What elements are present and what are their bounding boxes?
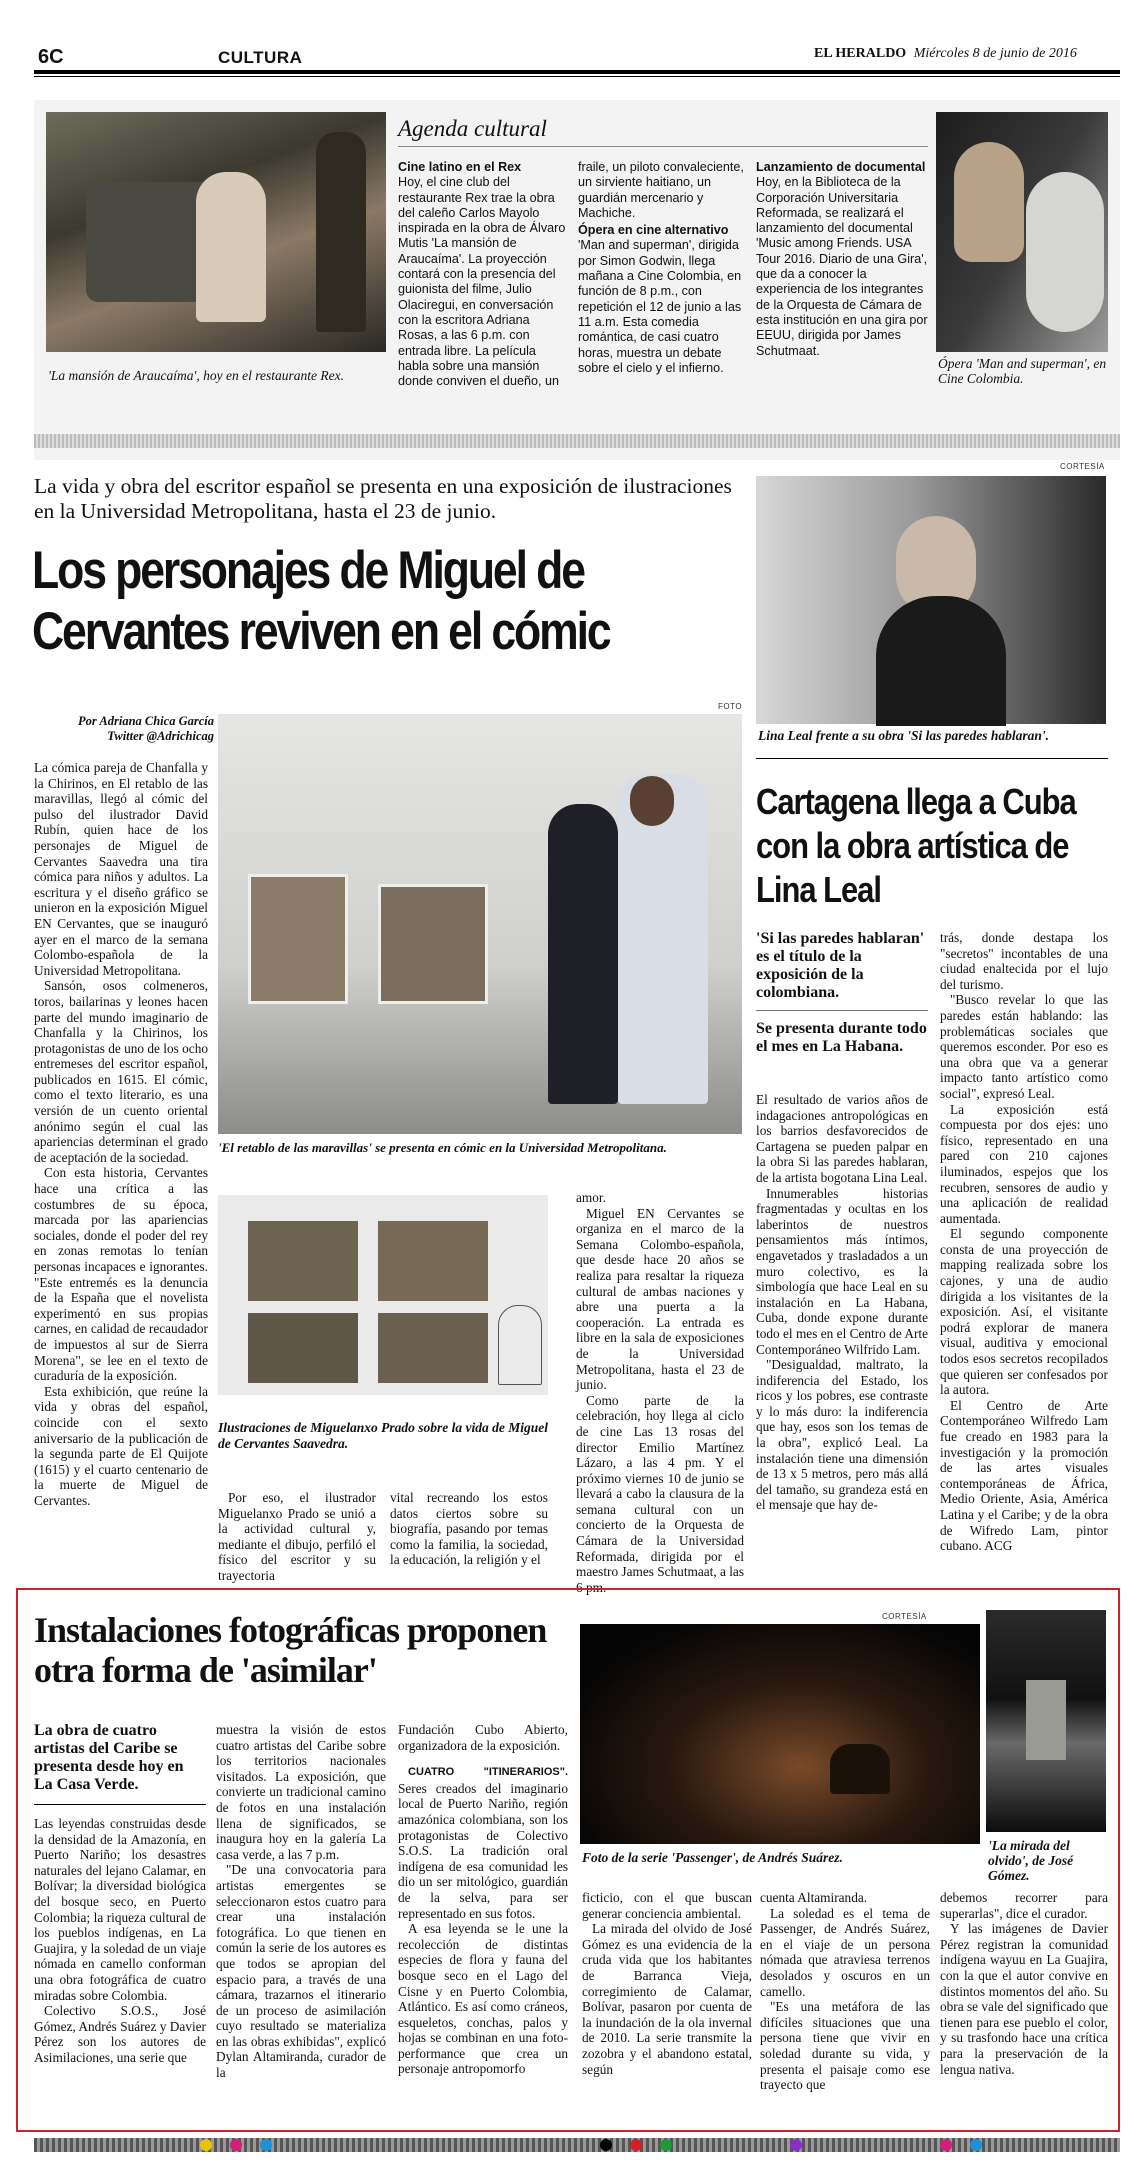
byline-author: Por Adriana Chica García xyxy=(77,714,214,728)
section-name: CULTURA xyxy=(218,48,303,67)
cervantes-col4-c: Como parte de la celebración, hoy llega al ciclo de cine Las 13 rosas del director Emilio Martínez Lázaro, a las 4 pm. Y el próximo viernes 10 de junio se llevará a cabo la clausura de la semana cultural con un concierto de la Orquesta de Cámara de la Universidad Reformada, dirigida por el maestro James Schutmaat, a las 6 pm. xyxy=(576,1392,745,1595)
foto-p9: La mirada del olvido de José Gómez es una evidencia de la cruda vida que los habitantes de Barranca Vieja, corregimiento de Calamar, Bolívar, pasaron por cuenta de la inundación de la ola invernal de 2010. La serie transmite la zozobra y el abandono estatal, según xyxy=(582,1921,752,2077)
foto-column-5 xyxy=(760,1890,930,2116)
registration-mark xyxy=(660,2139,672,2151)
cervantes-p4: Esta exhibición, que reúne la vida y obras del español, coincide con el sexto aniversario de la publicación de la segunda parte de El Quijote (1615) y el cuarto centenario de la muerte de Miguel de Cervantes. xyxy=(34,1383,208,1508)
masthead xyxy=(814,46,1077,62)
agenda-column-3 xyxy=(756,160,928,428)
agenda-caption-right: Ópera 'Man and superman', en Cine Colombia. xyxy=(938,356,1107,386)
passenger-caption: Foto de la serie 'Passenger', de Andrés Suárez. xyxy=(582,1850,843,1865)
header-rule xyxy=(34,70,1120,74)
foto-p3: muestra la visión de estos cuatro artistas del Caribe sobre los territorios nacionales visitados. La exposición, que convierte un tradicional camino de fotos en una instalación llena de significados, se inaugura hoy en la galería La casa verde, a las 7 p.m. xyxy=(216,1722,386,1862)
foto-p11: La soledad es el tema de Passenger, de Andrés Suárez, en el viaje de un persona nómada que atraviesa terrenos desolados y oscuros en un camello. xyxy=(760,1905,930,1999)
agenda-photo-left xyxy=(46,112,386,352)
foto-p1: Las leyendas construidas desde la densidad de la Amazonía, en Puerto Nariño; los desastres naturales del lejano Calamar, en Bolívar; la diversidad biológica del bosque seco, en Puerto Colombia; la riqueza cultural de los pueblos indígenas, en La Guajira, y la soledad de un viaje nómada en camello conforman una obra fotográfica de cuatro miradas sobre Colombia. xyxy=(34,1816,206,2003)
registration-mark xyxy=(630,2139,642,2151)
foto-p5: Fundación Cubo Abierto, organizadora de la exposición. xyxy=(398,1722,568,1753)
cervantes-kicker: La vida y obra del escritor español se presenta en una exposición de ilustraciones en la Universidad Metropolitana, hasta el 23 de junio. xyxy=(34,474,732,523)
header-rule-thin xyxy=(34,76,1120,77)
bottom-strip xyxy=(34,2138,1120,2152)
agenda-column-2 xyxy=(578,160,750,428)
lina-p8: El Centro de Arte Contemporáneo Wilfredo Lam fue creado en 1983 para la investigación y la promoción de las artes visuales contemporáneas de África, Medio Oriente, Asia, América Latina y el Caribe; y de la obra de Wifredo Lam, pintor cubano. ACG xyxy=(940,1397,1108,1554)
lina-deck-1: 'Si las paredes hablaran' es el título de la exposición de la colombiana. xyxy=(756,930,925,1001)
lina-rule xyxy=(756,758,1108,759)
agenda-photo-right xyxy=(936,112,1108,352)
foto-p2: Colectivo S.O.S., José Gómez, Andrés Suárez y Davier Pérez son los autores de Asimilaciones, una serie que xyxy=(34,2003,206,2065)
registration-mark xyxy=(790,2139,802,2151)
registration-mark xyxy=(970,2139,982,2151)
agenda-text-rex-cont: fraile, un piloto convaleciente, un sirviente haitiano, un guardián mercenario y Machiche. xyxy=(578,160,744,220)
foto-p10: cuenta Altamiranda. xyxy=(760,1890,868,1905)
cervantes-col4-b: Miguel EN Cervantes se organiza en el marco de la Semana Colombo-española, que desde hace 20 años se realiza para resaltar la riqueza cultural de ambas naciones y abre una puerta a la cooperación. La entrada es libre en la sala de exposiciones de la Universidad Metropolitana, hasta el 23 de junio. xyxy=(576,1205,744,1393)
agenda-heading-opera: Ópera en cine alternativo xyxy=(578,223,729,238)
registration-mark xyxy=(600,2139,612,2151)
passenger-photo xyxy=(580,1624,980,1844)
lina-p3: "Desigualdad, maltrato, la indiferencia del Estado, los ricos y los pobres, ese contraste y lo más duro: la indiferencia que hay, esos son los temas de la obra", explicó Leal. La instalación tiene una dimensión de 13 x 5 metros, pero más allá del tamaño, su grandeza está en el mensaje que hay de- xyxy=(756,1357,928,1513)
foto-deck: La obra de cuatro artistas del Caribe se presenta desde hoy en La Casa Verde. xyxy=(34,1722,184,1793)
foto-credit: CORTESÍA xyxy=(882,1612,927,1621)
separator-strip xyxy=(34,434,1120,448)
cervantes-byline xyxy=(34,714,214,744)
lina-p2: Innumerables historias fragmentadas y ocultas en los laberintos de nuestros pensamientos más íntimos, engavetados y trasladados a un muro colectivo, es la simbología que hace Leal en su instalación en La Habana, Cuba, donde expone durante todo el mes en el Centro de Arte Contemporáneo Wilfrido Lam. xyxy=(756,1185,928,1357)
lina-p5: "Busco revelar lo que las paredes están hablando: las problemáticas sociales que queremos esconder. Por eso es una obra que va a generar impacto tanto artístico como social", expresó Leal. xyxy=(940,992,1108,1101)
cervantes-p2: Sansón, osos colmeneros, toros, bailarinas y leones hacen parte del mundo imaginario de Chanfalla y la Chirinos, los protagonistas de uno de los ocho entremeses del escritor español, publicados en 1615. El cómic, como el texto literario, es una versión de un cuento oriental anónimo según el cual las apariencias determinan el grado de aceptación de la sociedad. xyxy=(34,978,208,1165)
cervantes-foto-label: FOTO xyxy=(718,702,743,711)
foto-p4: "De una convocatoria para artistas emergentes se seleccionaron estos cuatro para crear una instalación fotográfica. Lo que tienen en común la serie de los autores es que todos se apropian del espacio para, a través de una cámara, trazarnos el itinerario de un proceso de asimilación cuyo resultado se materializa en las obras exhibidas", explicó Dylan Altamiranda, curador de la xyxy=(216,1862,386,2081)
agenda-text-rex: Hoy, el cine club del restaurante Rex trae la obra del caleño Carlos Mayolo inspirada en la obra de Álvaro Mutis 'La mansión de Araucaíma'. La proyección contará con la presencia del guionista del filme, Julio Olaciregui, en conversación con la escritora Adriana Rosas, a las 6 p.m. con entrada libre. La película habla sobre una mansión donde conviven el dueño, un xyxy=(398,175,566,389)
cervantes-illustrations xyxy=(218,1195,548,1395)
mirada-caption: 'La mirada del olvido', de José Gómez. xyxy=(988,1838,1074,1883)
lina-deck-2: Se presenta durante todo el mes en La Habana. xyxy=(756,1020,927,1055)
lina-photo xyxy=(756,476,1106,724)
cervantes-headline: Los personajes de Miguel de Cervantes reviven en el cómic xyxy=(32,541,610,661)
mirada-photo xyxy=(986,1610,1106,1832)
foto-p8: ficticio, con el que buscan generar conciencia ambiental. xyxy=(582,1890,752,1921)
foto-p6: Seres creados del imaginario local de Puerto Nariño, región amazónica colombiana, son los protagonistas de Colectivo S.O.S. La tradición oral indígena de esa comunidad les dio un ser mitológico, guardián de la selva, para ser representado en sus fotos. xyxy=(398,1780,568,1921)
foto-column-4 xyxy=(582,1890,752,2116)
cervantes-column-3 xyxy=(390,1490,548,1570)
issue-date: Miércoles 8 de junio de 2016 xyxy=(913,46,1077,61)
foto-p13: debemos recorrer para superarlas", dice el curador. xyxy=(940,1890,1108,1921)
cervantes-illustrations-caption: Ilustraciones de Miguelanxo Prado sobre la vida de Miguel de Cervantes Saavedra. xyxy=(218,1420,549,1451)
page-number: 6C xyxy=(38,46,64,68)
foto-p7: A esa leyenda se le une la recolección de distintas especies de flora y fauna del bosque seco en el Lago del Cisne y en Puerto Colombia, Atlántico. Es así como cráneos, esqueletos, conchas, palos y hojas se combinan en una foto-performance que crea un personaje antropomorfo xyxy=(398,1921,568,2077)
registration-mark xyxy=(230,2139,242,2151)
cervantes-photo-caption: 'El retablo de las maravillas' se presenta en cómic en la Universidad Metropolitana. xyxy=(218,1140,667,1155)
cervantes-p3: Con esta historia, Cervantes hace una crítica a las costumbres de su época, marcada por las apariencias sociales, donde el poder del rey en zonas remotas lo tenían personas incapaces e ignorantes. "Este entremés es la denuncia de la España que el novelista experimentó en sus propias carnes, en calidad de recaudador de impuestos al sur de Sierra Morena", se lee en el texto de curaduría de la exposición. xyxy=(34,1165,208,1384)
cervantes-photo-gallery xyxy=(218,714,742,1134)
foto-headline: Instalaciones fotográficas proponen otra forma de 'asimilar' xyxy=(34,1610,547,1690)
registration-mark xyxy=(200,2139,212,2151)
cervantes-col3-text: vital recreando los estos datos ciertos sobre su biografía, pasando por temas como la familia, la sociedad, la educación, la religión y el xyxy=(390,1490,548,1568)
agenda-text-opera: 'Man and superman', dirigida por Simon Godwin, llega mañana a Cine Colombia, en función de 8 p.m., con repetición el 12 de junio a las 11 a.m. Esta comedia romántica, de casi cuatro horas, muestra un debate sobre el cielo y el infierno. xyxy=(578,238,742,375)
foto-column-1 xyxy=(34,1816,206,2116)
cervantes-p1: La cómica pareja de Chanfalla y la Chirinos, en El retablo de las maravillas, llegó al cómic del pulso del ilustrador David Rubín, quien hace de los personajes de Miguel de Cervantes Saavedra una tira cómica para niños y adultos. La escritura y el diseño gráfico se unieron en la exposición Miguel EN Cervantes, que se inauguró ayer en el marco de la semana Colombo-española de la Universidad Metropolitana. xyxy=(34,760,208,978)
cervantes-col4-a: amor. xyxy=(576,1190,606,1205)
lina-deck-rule xyxy=(756,1010,928,1011)
lina-p6: La exposición está compuesta por dos ejes: uno físico, representado en una pared con 210 cajones iluminados, espejos que los recubren, sensores de audio y una aplicación de realidad aumentada. xyxy=(940,1101,1108,1226)
foto-column-3 xyxy=(398,1722,568,2116)
lina-p4: trás, donde destapa los "secretos" incontables de una ciudad enaltecida por el lujo del turismo. xyxy=(940,930,1108,992)
lina-column-1 xyxy=(756,1092,928,1570)
cervantes-col2-text: Por eso, el ilustrador Miguelanxo Prado se unió a la actividad cultural y, mediante el dibujo, perfiló el físico del escritor y su trayectoria xyxy=(218,1490,376,1583)
agenda-title-rule xyxy=(398,146,928,147)
byline-twitter: Twitter @Adrichicag xyxy=(107,729,214,743)
foto-deck-rule xyxy=(34,1804,206,1805)
lina-credit: CORTESÍA xyxy=(1060,462,1105,471)
cervantes-column-4 xyxy=(576,1190,745,1595)
paper-name: EL HERALDO xyxy=(814,46,907,61)
agenda-column-1 xyxy=(398,160,570,428)
agenda-heading-rex: Cine latino en el Rex xyxy=(398,160,522,174)
foto-p14: Y las imágenes de Davier Pérez registran la comunidad indígena wayuu en La Guajira, con la que el autor convive en distintos momentos del año. Su obra se vale del significado que tienen para ese pueblo el color, y su trasfondo hace una crítica para la preservación de la lengua nativa. xyxy=(940,1921,1108,2077)
lina-p7: El segundo componente consta de una proyección de mapping realizada sobre los cajones, y una de audio dirigida a los visitantes de la exposición. Así, el visitante podrá explorar de manera visual, auditiva y emocional todos esos secretos recopilados que quieren ser confesados por la autora. xyxy=(940,1226,1108,1398)
registration-mark xyxy=(260,2139,272,2151)
agenda-title: Agenda cultural xyxy=(398,116,547,141)
foto-p12: "Es una metáfora de las difíciles situaciones que una persona tiene que vivir en soledad durante su vida, y presenta el paisaje como ese trayecto que xyxy=(760,1999,930,2093)
foto-column-2 xyxy=(216,1722,386,2116)
agenda-caption-left: 'La mansión de Araucaíma', hoy en el restaurante Rex. xyxy=(48,368,344,383)
lina-photo-caption: Lina Leal frente a su obra 'Si las paredes hablaran'. xyxy=(758,728,1050,743)
registration-mark xyxy=(940,2139,952,2151)
cervantes-column-1 xyxy=(34,760,208,1570)
lina-p1: El resultado de varios años de indagaciones antropológicas en los barrios desfavorecidos de Cartagena se pueden palpar en la obra Si las paredes hablaran, de la artista bogotana Lina Leal. xyxy=(756,1092,928,1185)
lina-headline: Cartagena llega a Cuba con la obra artística de Lina Leal xyxy=(756,781,1076,910)
agenda-heading-doc: Lanzamiento de documental xyxy=(756,160,926,174)
cervantes-column-2 xyxy=(218,1490,376,1583)
lina-column-2 xyxy=(940,930,1108,1570)
foto-column-6 xyxy=(940,1890,1108,2116)
agenda-text-doc: Hoy, en la Biblioteca de la Corporación Universitaria Reformada, se realizará el lanzamiento del documental 'Music among Friends. USA Tour 2016. Diario de una Gira', que da a conocer la experiencia de los integrantes de la Orquesta de Cámara de esta institución en una gira por EEUU, dirigida por James Schutmaat. xyxy=(756,175,928,358)
foto-subhead: CUATRO "ITINERARIOS". xyxy=(408,1766,568,1779)
